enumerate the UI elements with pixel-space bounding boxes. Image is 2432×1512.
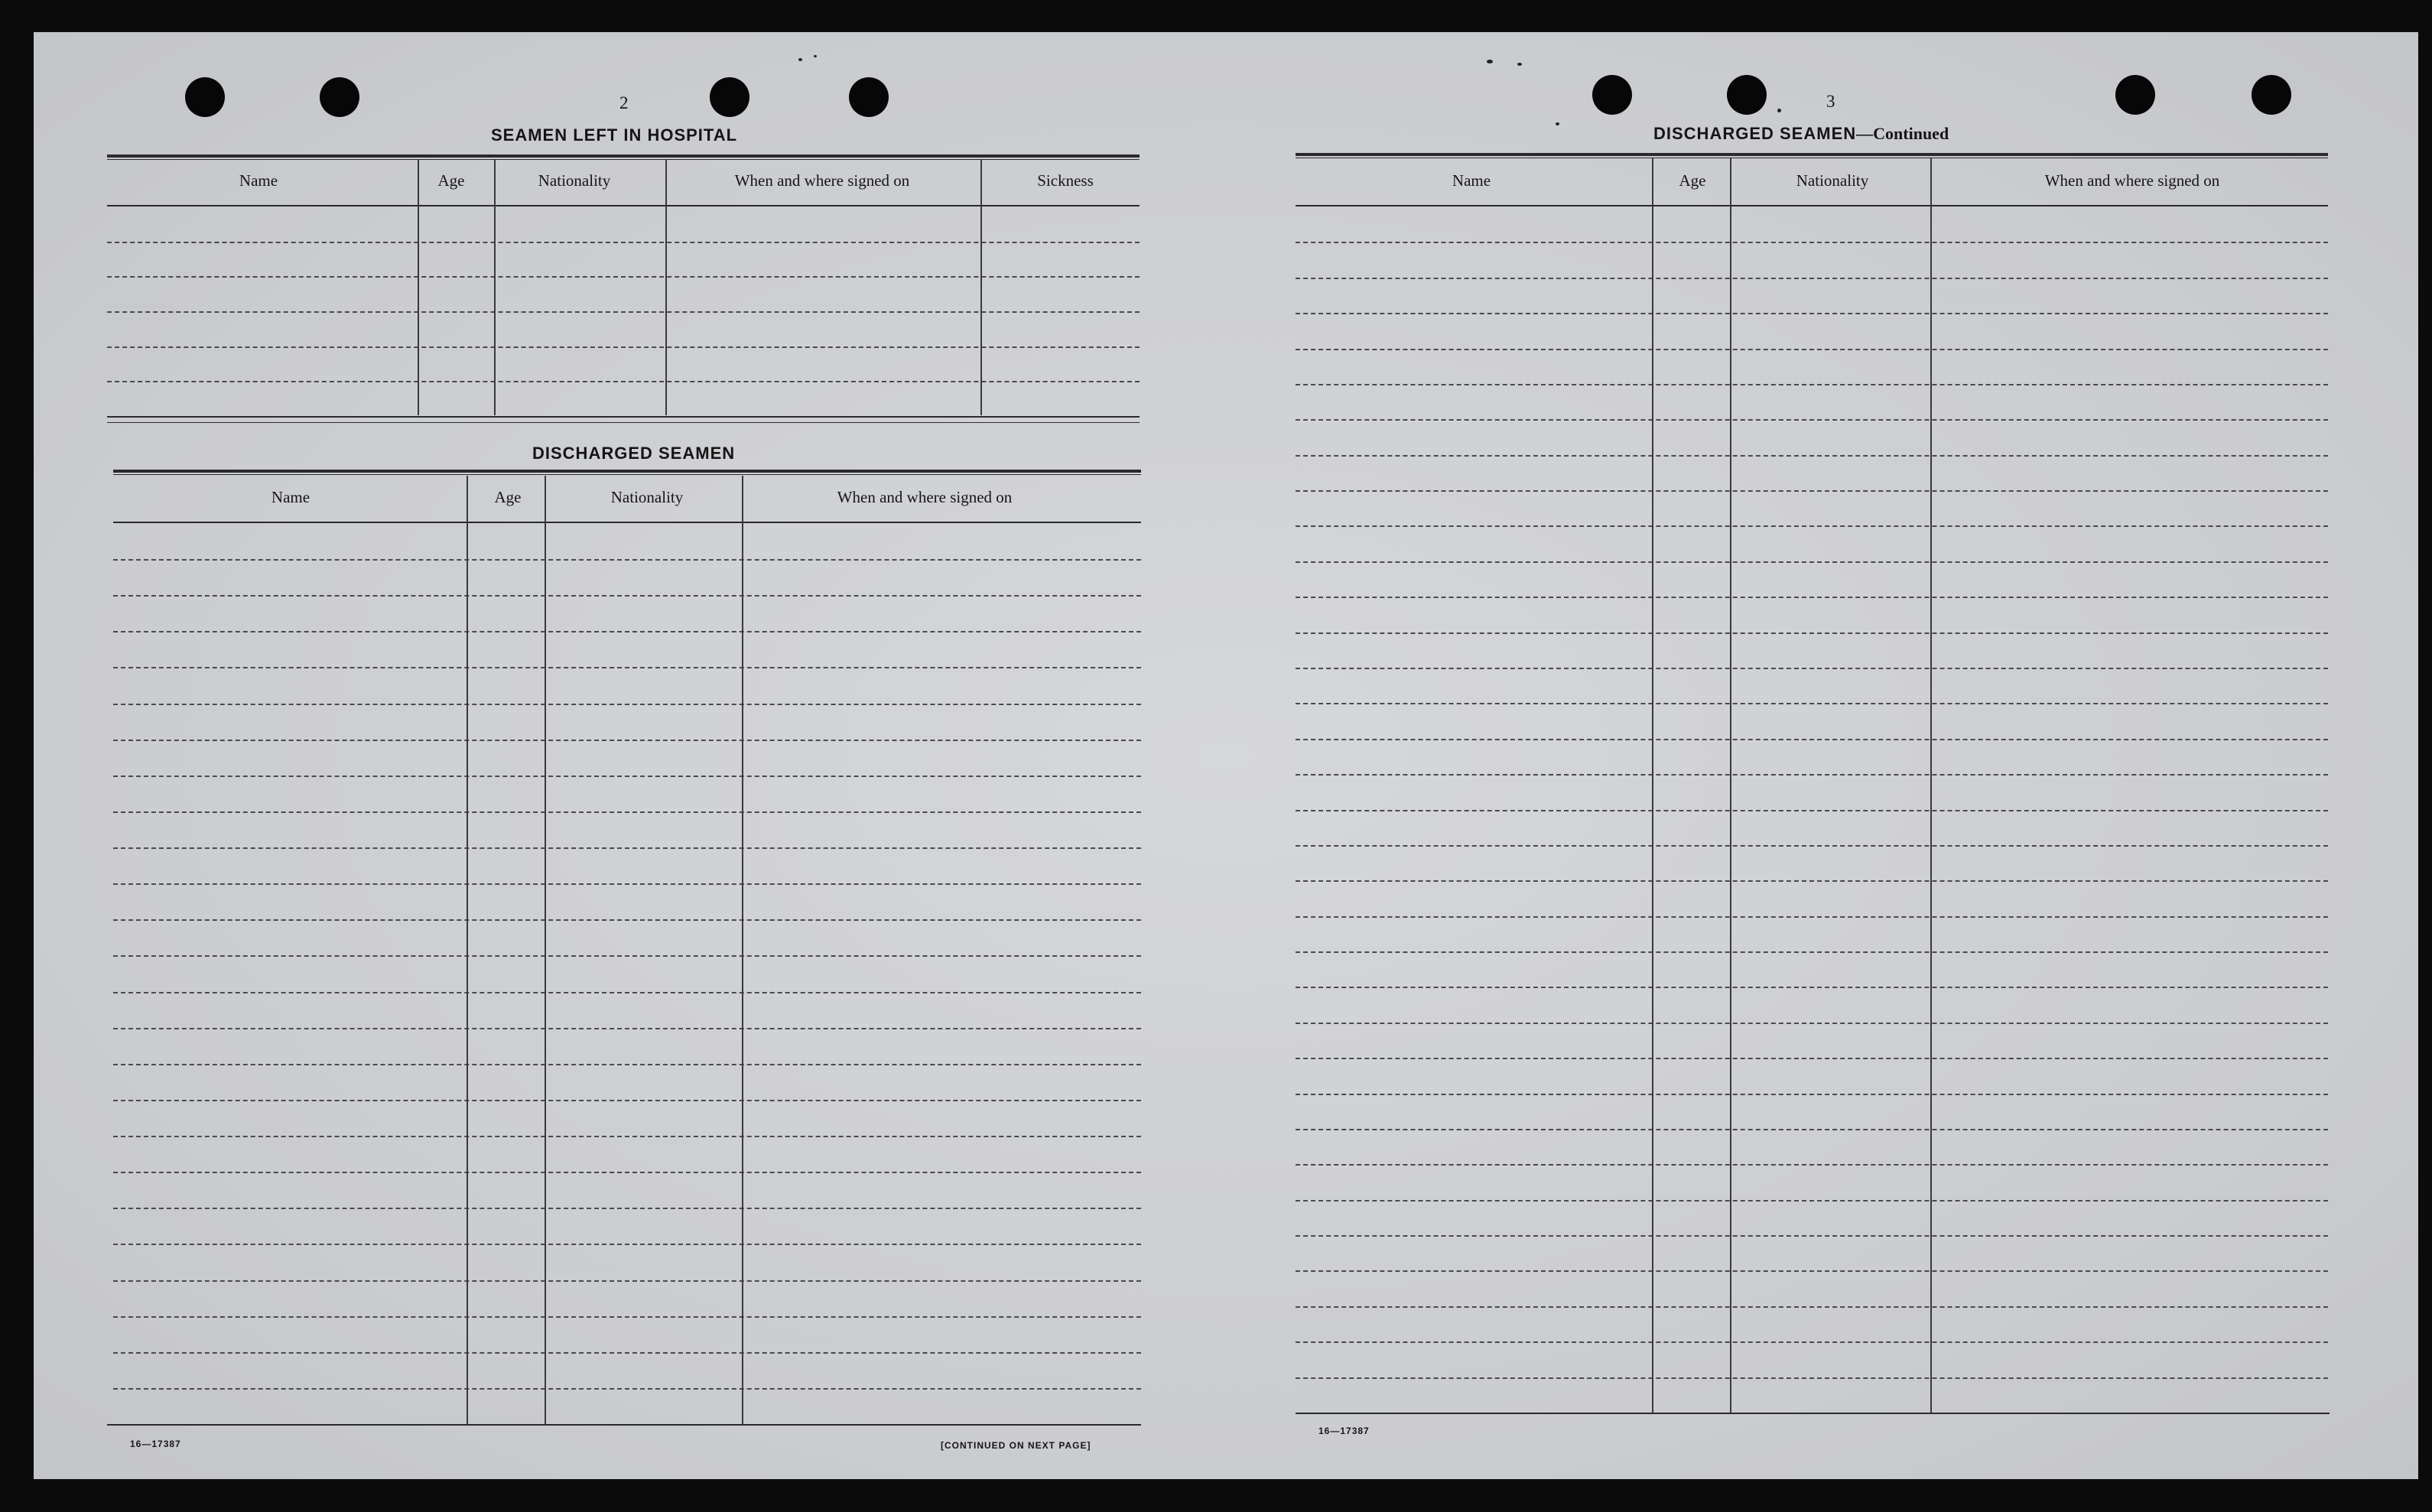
hospital-bottom-rule [107,416,1140,418]
column-header-signed-on: When and where signed on [734,171,910,190]
table-row-line [1296,1129,2328,1130]
table-row-line [113,1172,1141,1173]
table-row-line [1296,1341,2328,1343]
table-row-line [113,955,1141,957]
column-divider [980,160,982,415]
column-header-age: Age [437,171,465,190]
table-row-line [1296,668,2328,669]
column-divider [1930,158,1932,1413]
table-row-line [113,704,1141,705]
continued-note: [CONTINUED ON NEXT PAGE] [941,1440,1091,1451]
table-row-line [1296,490,2328,492]
hospital-table-title: SEAMEN LEFT IN HOSPITAL [491,125,738,145]
column-divider [742,476,743,1424]
punch-hole [2115,75,2155,115]
table-row-line [113,1028,1141,1029]
column-header-name: Name [239,171,278,190]
column-header-signed-on: When and where signed on [2044,171,2220,190]
table-row-line [1296,561,2328,563]
column-header-nationality: Nationality [610,488,684,506]
punch-hole [1727,75,1767,115]
table-row-line [1296,1270,2328,1272]
table-row-line [107,242,1140,243]
column-divider [1730,158,1731,1413]
table-row-line [107,276,1140,278]
column-divider [418,160,419,415]
discharged-top-rule [113,470,1141,473]
table-row-line [1296,278,2328,279]
title-text: DISCHARGED SEAMEN [1653,124,1857,143]
table-row-line [113,883,1141,885]
paper-speck [1517,63,1522,66]
table-row-line [1296,1023,2328,1024]
column-divider [467,476,468,1424]
table-row-line [113,1244,1141,1245]
column-divider [665,160,667,415]
table-row-line [1296,455,2328,457]
right-bottom-rule [1296,1413,2330,1414]
title-continued: —Continued [1856,124,1949,143]
table-row-line [113,631,1141,632]
paper-speck [1777,109,1781,112]
table-row-line [1296,1094,2328,1095]
hospital-header-rule [107,205,1140,206]
form-number: 16—17387 [130,1439,181,1449]
column-header-age: Age [1679,171,1706,190]
punch-hole [1592,75,1632,115]
table-row-line [113,667,1141,668]
table-row-line [113,1064,1141,1065]
table-row-line [113,1136,1141,1137]
table-row-line [113,1208,1141,1209]
column-header-nationality: Nationality [1796,171,1869,190]
table-row-line [1296,597,2328,598]
punch-hole [849,77,889,117]
table-row-line [1296,632,2328,634]
column-header-signed-on: When and where signed on [837,488,1013,506]
punch-hole [320,77,359,117]
table-row-line [107,311,1140,313]
table-row-line [1296,916,2328,918]
discharged-header-rule [113,522,1141,523]
table-row-line [113,1316,1141,1318]
right-header-rule [1296,205,2328,206]
page-number: 2 [619,93,629,112]
column-header-nationality: Nationality [538,171,611,190]
column-divider [545,476,546,1424]
paper-speck [1487,60,1493,63]
hospital-bottom-rule-thin [107,422,1140,423]
table-row-line [113,1388,1141,1390]
table-row-line [113,919,1141,921]
table-row-line [107,346,1140,348]
table-row-line [1296,1306,2328,1308]
document-sheet [34,32,2418,1479]
table-row-line [1296,1164,2328,1166]
table-row-line [113,559,1141,561]
discharged-top-rule-thin [113,474,1141,475]
hospital-top-rule [107,154,1140,158]
table-row-line [1296,313,2328,314]
table-row-line [113,847,1141,849]
table-row-line [1296,525,2328,527]
table-row-line [113,776,1141,777]
table-row-line [113,1352,1141,1354]
table-row-line [113,1280,1141,1282]
table-row-line [1296,810,2328,811]
table-row-line [1296,774,2328,776]
table-row-line [1296,349,2328,350]
column-header-name: Name [271,488,311,506]
table-row-line [1296,1058,2328,1059]
paper-speck [814,55,817,57]
table-row-line [1296,242,2328,243]
table-row-line [1296,739,2328,740]
punch-hole [710,77,749,117]
table-row-line [1296,987,2328,988]
table-row-line [1296,845,2328,847]
table-row-line [1296,1235,2328,1237]
discharged-continued-title [1653,124,1949,144]
paper-speck [1556,122,1559,125]
table-row-line [107,381,1140,382]
table-row-line [1296,1200,2328,1201]
paper-speck [798,58,802,61]
table-row-line [113,740,1141,741]
column-header-name: Name [1452,171,1491,190]
punch-hole [2252,75,2291,115]
column-header-sickness: Sickness [1037,171,1094,190]
hospital-top-rule-thin [107,159,1140,160]
table-row-line [1296,1377,2328,1379]
table-row-line [1296,419,2328,421]
table-row-line [113,811,1141,813]
form-number: 16—17387 [1318,1426,1370,1436]
column-header-age: Age [494,488,522,506]
table-row-line [1296,880,2328,882]
punch-hole [185,77,225,117]
page-number: 3 [1826,92,1835,111]
right-top-rule [1296,153,2328,156]
table-row-line [1296,384,2328,385]
table-row-line [113,595,1141,597]
column-divider [1652,158,1653,1413]
discharged-bottom-rule [107,1424,1141,1426]
column-divider [494,160,496,415]
table-row-line [1296,703,2328,704]
discharged-table-title: DISCHARGED SEAMEN [532,444,736,463]
table-row-line [1296,951,2328,953]
table-row-line [113,1100,1141,1101]
table-row-line [113,992,1141,993]
